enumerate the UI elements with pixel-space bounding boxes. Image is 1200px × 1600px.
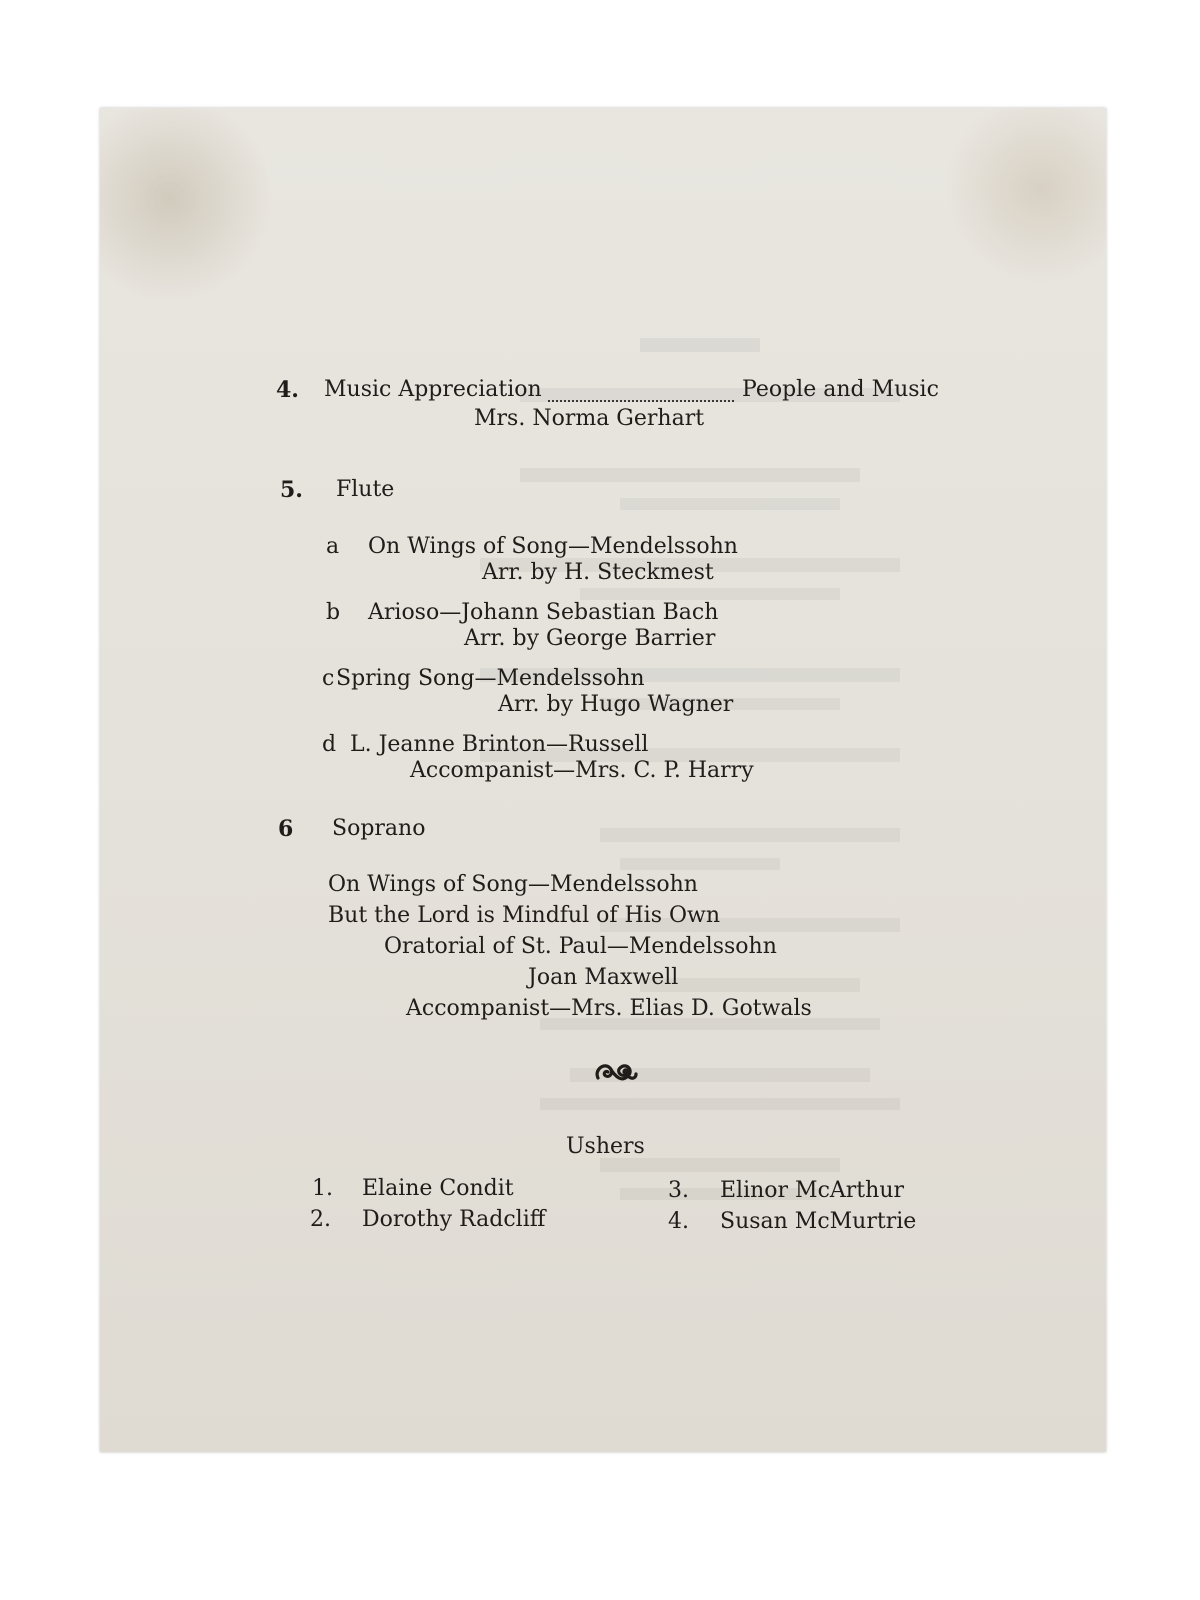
usher-number: 4.: [668, 1209, 689, 1234]
piece-title: Spring Song—Mendelssohn: [336, 666, 645, 691]
piece-note: Accompanist—Mrs. C. P. Harry: [410, 758, 754, 783]
dotted-leader: [548, 400, 734, 402]
piece-note: Arr. by George Barrier: [464, 626, 716, 651]
usher-name: Susan McMurtrie: [720, 1209, 917, 1234]
usher-number: 3.: [668, 1178, 689, 1203]
soprano-line: On Wings of Song—Mendelssohn: [328, 872, 698, 897]
usher-name: Elinor McArthur: [720, 1178, 905, 1203]
usher-name: Elaine Condit: [362, 1176, 514, 1201]
piece-letter: d: [322, 732, 337, 757]
ushers-heading: Ushers: [566, 1134, 645, 1159]
item-4-right: People and Music: [742, 377, 939, 402]
soprano-performer: Joan Maxwell: [528, 965, 679, 990]
paper-stain: [946, 108, 1106, 288]
item-4-title: Music Appreciation: [324, 377, 542, 402]
usher-name: Dorothy Radcliff: [362, 1207, 546, 1232]
item-5-title: Flute: [336, 477, 395, 502]
soprano-accompanist: Accompanist—Mrs. Elias D. Gotwals: [406, 996, 812, 1021]
item-6-number: 6: [278, 816, 294, 842]
bleed-through-texture: [480, 338, 900, 1238]
item-4-number: 4.: [276, 377, 299, 403]
scroll-ornament-icon: [592, 1058, 640, 1092]
bleed-through-icon: [480, 338, 900, 1238]
usher-number: 2.: [310, 1207, 331, 1232]
paper-stain: [100, 108, 270, 308]
item-4-performer: Mrs. Norma Gerhart: [474, 406, 705, 431]
usher-number: 1.: [312, 1176, 333, 1201]
soprano-line: But the Lord is Mindful of His Own: [328, 903, 721, 928]
item-5-number: 5.: [280, 477, 303, 503]
soprano-line: Oratorial of St. Paul—Mendelssohn: [384, 934, 777, 959]
item-6-title: Soprano: [332, 816, 426, 841]
program-sheet: [100, 108, 1106, 1452]
piece-letter: a: [326, 534, 340, 559]
piece-letter: b: [326, 600, 341, 625]
piece-note: Arr. by H. Steckmest: [482, 560, 714, 585]
piece-note: Arr. by Hugo Wagner: [498, 692, 734, 717]
piece-letter: c: [322, 666, 335, 691]
piece-title: On Wings of Song—Mendelssohn: [368, 534, 738, 559]
piece-title: L. Jeanne Brinton—Russell: [350, 732, 649, 757]
piece-title: Arioso—Johann Sebastian Bach: [368, 600, 719, 625]
